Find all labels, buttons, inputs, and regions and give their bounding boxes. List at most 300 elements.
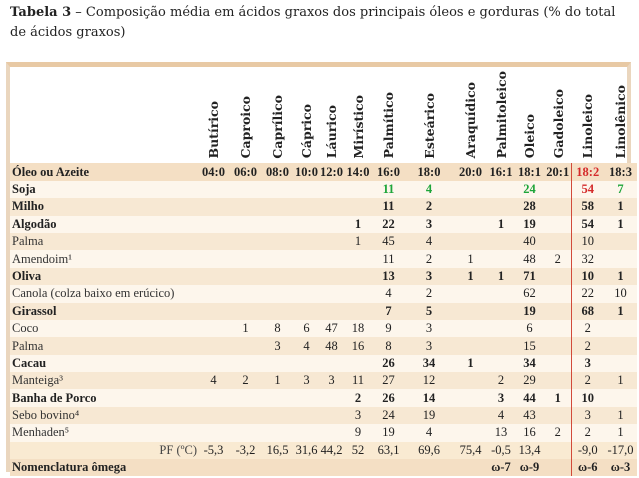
cell	[261, 285, 294, 302]
cell: 10	[604, 285, 637, 302]
cell: 8	[372, 337, 405, 354]
cell: -17,0	[604, 442, 637, 459]
cell: 16:1	[488, 163, 514, 180]
cell: 1	[453, 355, 488, 372]
cell	[261, 389, 294, 406]
cell: 26	[372, 389, 405, 406]
cell: 18	[344, 320, 372, 337]
cell: 2	[571, 337, 604, 354]
table-row	[10, 198, 637, 215]
row-label: Sebo bovino⁴	[10, 407, 197, 424]
cell	[230, 233, 261, 250]
cell	[319, 355, 344, 372]
cell	[230, 285, 261, 302]
cell: 2	[405, 250, 453, 267]
cell: 4	[488, 407, 514, 424]
cell	[453, 198, 488, 215]
row-label: Soja	[10, 181, 197, 198]
row-label: Algodão	[10, 216, 197, 233]
column-header-linolenico	[604, 67, 637, 163]
cell: 58	[571, 198, 604, 215]
cell	[488, 250, 514, 267]
cell	[261, 198, 294, 215]
cell: 40	[514, 233, 545, 250]
cell	[197, 459, 230, 476]
cell	[453, 337, 488, 354]
column-header-caprilico	[261, 67, 294, 163]
cell	[294, 407, 319, 424]
cell: 29	[514, 372, 545, 389]
cell: 2	[545, 250, 571, 267]
table-row	[10, 337, 637, 354]
cell	[545, 285, 571, 302]
column-header-label: Esteárico	[421, 92, 437, 159]
omega-nomenclature-row	[10, 459, 637, 476]
cell: 20:0	[453, 163, 488, 180]
cell: 9	[344, 424, 372, 441]
cell	[261, 424, 294, 441]
cell: 31,6	[294, 442, 319, 459]
cell: 22	[571, 285, 604, 302]
cell: ω-9	[514, 459, 545, 476]
cell	[294, 303, 319, 320]
cell: 69,6	[405, 442, 453, 459]
fatty-acid-table	[10, 67, 637, 476]
cell: 11	[372, 198, 405, 215]
cell: 19	[405, 407, 453, 424]
cell	[197, 216, 230, 233]
cell	[230, 355, 261, 372]
cell: 24	[372, 407, 405, 424]
cell: 34	[405, 355, 453, 372]
cell	[604, 250, 637, 267]
cell: 1	[453, 268, 488, 285]
cell	[319, 389, 344, 406]
cell	[604, 389, 637, 406]
cell	[294, 268, 319, 285]
cell	[230, 389, 261, 406]
cell: 3	[405, 320, 453, 337]
cell: 1	[344, 216, 372, 233]
column-header-row	[10, 67, 637, 163]
cell: 1	[604, 198, 637, 215]
cell: ω-3	[604, 459, 637, 476]
cell	[545, 268, 571, 285]
cell: 16	[344, 337, 372, 354]
column-header-label: Gadoleico	[550, 89, 566, 159]
cell: 4	[372, 285, 405, 302]
column-header-label: Araquídico	[463, 82, 478, 159]
cell: 10	[571, 233, 604, 250]
cell	[488, 285, 514, 302]
cell	[545, 216, 571, 233]
row-label: Óleo ou Azeite	[10, 163, 197, 180]
column-header-label: Mirístico	[350, 94, 366, 159]
cell	[319, 407, 344, 424]
cell	[453, 424, 488, 441]
cell: 63,1	[372, 442, 405, 459]
cell: 7	[604, 181, 637, 198]
cell: 54	[571, 216, 604, 233]
cell: 3	[344, 407, 372, 424]
row-label: Amendoim¹	[10, 250, 197, 267]
cell: 52	[344, 442, 372, 459]
cell	[261, 268, 294, 285]
column-header-label: Butírico	[206, 100, 221, 159]
cell: 11	[372, 250, 405, 267]
cell: 16	[514, 424, 545, 441]
column-header-palmitico	[372, 67, 405, 163]
table-row	[10, 389, 637, 406]
cell	[319, 285, 344, 302]
row-label: Coco	[10, 320, 197, 337]
cell: 18:0	[405, 163, 453, 180]
row-label: Banha de Porco	[10, 389, 197, 406]
cell	[197, 389, 230, 406]
cell: 26	[372, 355, 405, 372]
cell: 2	[230, 372, 261, 389]
cell: 3	[405, 268, 453, 285]
cell	[604, 233, 637, 250]
cell	[545, 320, 571, 337]
cell	[545, 442, 571, 459]
cell	[488, 355, 514, 372]
caption-label: Tabela 3	[10, 5, 72, 20]
cell: 18:1	[514, 163, 545, 180]
caption-text: – Composição média em ácidos graxos dos principais óleos e gorduras (% do total de ácidos graxos)	[10, 5, 616, 40]
corner-cell	[10, 67, 197, 163]
cell	[261, 407, 294, 424]
cell	[344, 268, 372, 285]
column-header-label: Láurico	[324, 105, 339, 159]
cell: 2	[571, 372, 604, 389]
cell	[344, 303, 372, 320]
cell: 3	[571, 407, 604, 424]
cell	[197, 303, 230, 320]
cell	[197, 320, 230, 337]
cell	[230, 216, 261, 233]
cell: 20:1	[545, 163, 571, 180]
cell: 18:2	[571, 163, 604, 180]
cell	[545, 181, 571, 198]
column-header-oleico	[514, 67, 545, 163]
cell	[230, 181, 261, 198]
cell	[197, 250, 230, 267]
cell	[197, 233, 230, 250]
cell	[230, 198, 261, 215]
cell: 3	[319, 372, 344, 389]
column-header-label: Cáprico	[299, 104, 314, 159]
cell: 15	[514, 337, 545, 354]
cell: 62	[514, 285, 545, 302]
cell: 45	[372, 233, 405, 250]
column-header-label: Caproico	[238, 95, 253, 159]
row-label: Girassol	[10, 303, 197, 320]
cell	[319, 198, 344, 215]
cell	[294, 216, 319, 233]
cell: 44,2	[319, 442, 344, 459]
cell	[230, 250, 261, 267]
cell	[197, 285, 230, 302]
cell: 06:0	[230, 163, 261, 180]
cell: 13,4	[514, 442, 545, 459]
row-label: Nomenclatura ômega	[10, 459, 197, 476]
cell: 71	[514, 268, 545, 285]
cell	[488, 198, 514, 215]
cell: 9	[372, 320, 405, 337]
fatty-acid-table-card	[6, 62, 634, 475]
cell	[197, 198, 230, 215]
cell: 1	[344, 233, 372, 250]
cell	[344, 459, 372, 476]
cell: 4	[405, 233, 453, 250]
cell: 4	[405, 181, 453, 198]
cell: 54	[571, 181, 604, 198]
cell: 3	[488, 389, 514, 406]
cell: 1	[604, 372, 637, 389]
cell: 4	[405, 424, 453, 441]
column-header-caproico	[230, 67, 261, 163]
cell	[545, 337, 571, 354]
row-label: Cacau	[10, 355, 197, 372]
cell	[197, 268, 230, 285]
table-row	[10, 355, 637, 372]
cell: 3	[405, 216, 453, 233]
cell	[261, 181, 294, 198]
row-label: PF (ºC)	[10, 442, 197, 459]
cell	[294, 389, 319, 406]
cell: 19	[372, 424, 405, 441]
cell	[230, 337, 261, 354]
cell: 2	[405, 198, 453, 215]
cell: ω-6	[571, 459, 604, 476]
cell	[230, 268, 261, 285]
cell	[344, 285, 372, 302]
cell: 48	[514, 250, 545, 267]
table-row	[10, 320, 637, 337]
cell	[453, 233, 488, 250]
cell	[294, 233, 319, 250]
cell: 16,5	[261, 442, 294, 459]
cell: 4	[294, 337, 319, 354]
cell	[453, 407, 488, 424]
cell	[294, 424, 319, 441]
cell	[197, 407, 230, 424]
column-header-linoleico	[571, 67, 604, 163]
cell: 3	[405, 337, 453, 354]
cell	[294, 355, 319, 372]
cell	[261, 459, 294, 476]
cell	[197, 337, 230, 354]
column-header-label: Caprílico	[270, 94, 285, 159]
table-row	[10, 250, 637, 267]
cell: 13	[372, 268, 405, 285]
cell: 16:0	[372, 163, 405, 180]
cell: 2	[545, 424, 571, 441]
cell: 14	[405, 389, 453, 406]
cell: 04:0	[197, 163, 230, 180]
cell: 1	[488, 216, 514, 233]
cell: 12	[405, 372, 453, 389]
column-header-estearico	[405, 67, 453, 163]
cell	[261, 355, 294, 372]
cell	[604, 355, 637, 372]
column-header-laurico	[319, 67, 344, 163]
cell	[545, 233, 571, 250]
cell: 1	[453, 250, 488, 267]
column-header-palmitoleico	[488, 67, 514, 163]
cell: 1	[604, 303, 637, 320]
cell: -9,0	[571, 442, 604, 459]
table-row	[10, 303, 637, 320]
cell	[453, 389, 488, 406]
cell	[453, 181, 488, 198]
table-row	[10, 424, 637, 441]
cell: 2	[488, 372, 514, 389]
cell	[319, 459, 344, 476]
cell: 1	[545, 389, 571, 406]
cell	[604, 320, 637, 337]
cell: 28	[514, 198, 545, 215]
column-header-label: Linoleico	[580, 94, 595, 159]
row-label: Palma	[10, 233, 197, 250]
row-label: Canola (colza baixo em erúcico)	[10, 285, 197, 302]
table-row	[10, 285, 637, 302]
row-label: Manteiga³	[10, 372, 197, 389]
cell	[344, 355, 372, 372]
cell: 43	[514, 407, 545, 424]
cell	[319, 181, 344, 198]
cell	[545, 303, 571, 320]
cell	[294, 181, 319, 198]
cell: 22	[372, 216, 405, 233]
cell: 48	[319, 337, 344, 354]
cell	[488, 233, 514, 250]
table-caption	[10, 3, 635, 43]
cell: 11	[344, 372, 372, 389]
cell	[545, 355, 571, 372]
cell: 2	[344, 389, 372, 406]
cell: 75,4	[453, 442, 488, 459]
cell: 8	[261, 320, 294, 337]
cell: ω-7	[488, 459, 514, 476]
cell: 7	[372, 303, 405, 320]
header-notation-row	[10, 163, 637, 180]
cell: 6	[294, 320, 319, 337]
cell	[545, 198, 571, 215]
row-label: Oliva	[10, 268, 197, 285]
cell	[197, 181, 230, 198]
cell: 19	[514, 303, 545, 320]
column-header-label: Oleico	[522, 114, 537, 159]
cell: 2	[571, 424, 604, 441]
cell	[453, 372, 488, 389]
cell: 13	[488, 424, 514, 441]
cell	[197, 355, 230, 372]
column-header-caprico	[294, 67, 319, 163]
cell	[294, 459, 319, 476]
cell: 19	[514, 216, 545, 233]
cell	[545, 372, 571, 389]
cell: 2	[571, 320, 604, 337]
cell	[488, 337, 514, 354]
cell	[344, 250, 372, 267]
cell: 1	[604, 268, 637, 285]
cell	[230, 424, 261, 441]
cell: -5,3	[197, 442, 230, 459]
cell	[604, 337, 637, 354]
row-label: Milho	[10, 198, 197, 215]
cell	[344, 198, 372, 215]
cell: 1	[604, 424, 637, 441]
melting-point-row	[10, 442, 637, 459]
cell	[261, 250, 294, 267]
table-row	[10, 233, 637, 250]
cell: 5	[405, 303, 453, 320]
cell	[230, 407, 261, 424]
cell: 1	[488, 268, 514, 285]
cell: 3	[294, 372, 319, 389]
cell	[294, 250, 319, 267]
cell	[545, 407, 571, 424]
cell: 11	[372, 181, 405, 198]
cell: 1	[604, 216, 637, 233]
cell: -3,2	[230, 442, 261, 459]
cell: 1	[604, 407, 637, 424]
cell	[453, 285, 488, 302]
table-row	[10, 216, 637, 233]
cell	[230, 459, 261, 476]
column-header-araquidico	[453, 67, 488, 163]
cell	[230, 303, 261, 320]
cell	[453, 320, 488, 337]
cell	[294, 198, 319, 215]
cell	[405, 459, 453, 476]
column-header-label: Palmítico	[381, 92, 396, 159]
table-row	[10, 181, 637, 198]
table-row	[10, 372, 637, 389]
cell: 08:0	[261, 163, 294, 180]
cell: 34	[514, 355, 545, 372]
cell	[319, 424, 344, 441]
cell	[344, 181, 372, 198]
cell	[488, 181, 514, 198]
cell: 18:3	[604, 163, 637, 180]
cell: 44	[514, 389, 545, 406]
cell: -0,5	[488, 442, 514, 459]
cell	[294, 285, 319, 302]
cell: 47	[319, 320, 344, 337]
column-header-miristico	[344, 67, 372, 163]
cell: 10	[571, 268, 604, 285]
row-label: Menhaden⁵	[10, 424, 197, 441]
cell	[488, 320, 514, 337]
column-header-butirico	[197, 67, 230, 163]
column-header-label: Palmitoleico	[493, 71, 509, 159]
cell	[319, 233, 344, 250]
cell: 12:0	[319, 163, 344, 180]
cell	[453, 459, 488, 476]
cell	[545, 459, 571, 476]
row-label: Palma	[10, 337, 197, 354]
cell: 32	[571, 250, 604, 267]
cell: 6	[514, 320, 545, 337]
cell	[319, 250, 344, 267]
column-header-label: Linolênico	[613, 84, 628, 159]
cell: 10:0	[294, 163, 319, 180]
cell	[261, 233, 294, 250]
cell: 3	[261, 337, 294, 354]
